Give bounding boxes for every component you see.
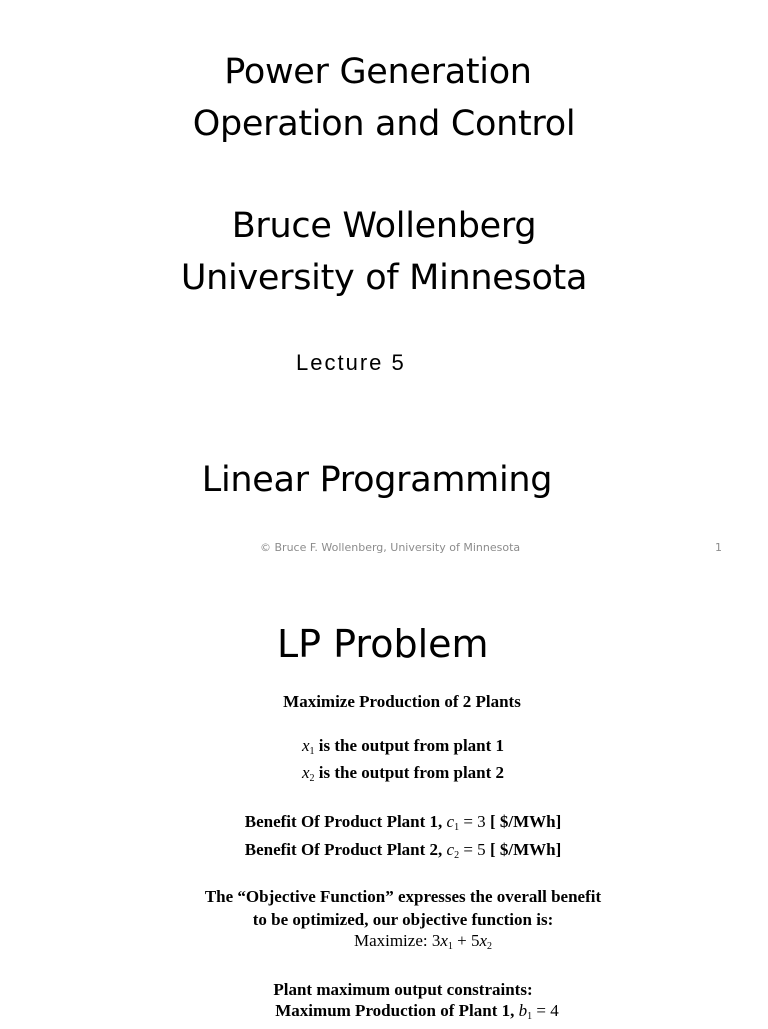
x1-text: is the output from plant 1 [318, 736, 505, 755]
benefit1-unit: [ $/MWh] [489, 812, 562, 831]
lecture-number [296, 350, 406, 376]
slide-title: LP Problem [277, 622, 489, 666]
benefit1-eq: = 3 [459, 812, 486, 831]
max-production-plant-1 [0, 999, 768, 1029]
maxprod1-eq: = 4 [532, 1001, 559, 1020]
problem-heading: Maximize Production of 2 Plants [283, 692, 521, 711]
objective-line-1: The “Objective Function” expresses the overall benefit [204, 887, 602, 906]
maxprod1-var: b [518, 1001, 528, 1020]
maxprod1-sub: 1 [527, 1011, 533, 1022]
maximize-s1: 1 [447, 941, 453, 952]
page-number: 1 [715, 541, 722, 554]
x2-var: x [301, 763, 310, 782]
footer-copyright: © Bruce F. Wollenberg, University of Minnesota [260, 541, 521, 554]
maximize-label: Maximize: 3 [353, 931, 441, 950]
x2-sub: 2 [309, 773, 315, 784]
benefit2-eq: = 5 [459, 840, 486, 859]
benefit1-var: c [446, 812, 455, 831]
benefit1-label: Benefit Of Product Plant 1, [244, 812, 443, 831]
benefit2-unit: [ $/MWh] [489, 840, 562, 859]
x1-var: x [301, 736, 310, 755]
maximize-x2: x [479, 931, 488, 950]
maximize-plus: + 5 [452, 931, 480, 950]
author-name: Bruce Wollenberg [231, 206, 537, 246]
objective-function [0, 929, 768, 959]
x2-text: is the output from plant 2 [318, 763, 505, 782]
variable-x1-definition [0, 734, 768, 764]
benefit2-label: Benefit Of Product Plant 2, [244, 840, 443, 859]
benefit2-sub: 2 [454, 850, 460, 861]
title-line-2: Operation and Control [192, 104, 576, 144]
lecture-label: Lecture 5 [296, 350, 406, 375]
constraints-heading: Plant maximum output constraints: [273, 980, 533, 999]
benefit2-var: c [446, 840, 455, 859]
title-line-1: Power Generation [224, 52, 532, 92]
objective-line-2: to be optimized, our objective function is: [252, 910, 554, 929]
variable-x2-definition [0, 761, 768, 791]
x1-sub: 1 [309, 746, 315, 757]
benefit-plant-1 [0, 810, 768, 840]
institution-name: University of Minnesota [180, 258, 588, 298]
maximize-s2: 2 [487, 941, 493, 952]
topic-title: Linear Programming [201, 460, 553, 500]
benefit-plant-2 [0, 838, 768, 868]
benefit1-sub: 1 [454, 822, 460, 833]
maximize-x1: x [440, 931, 448, 950]
maxprod1-label: Maximum Production of Plant 1, [275, 1001, 515, 1020]
